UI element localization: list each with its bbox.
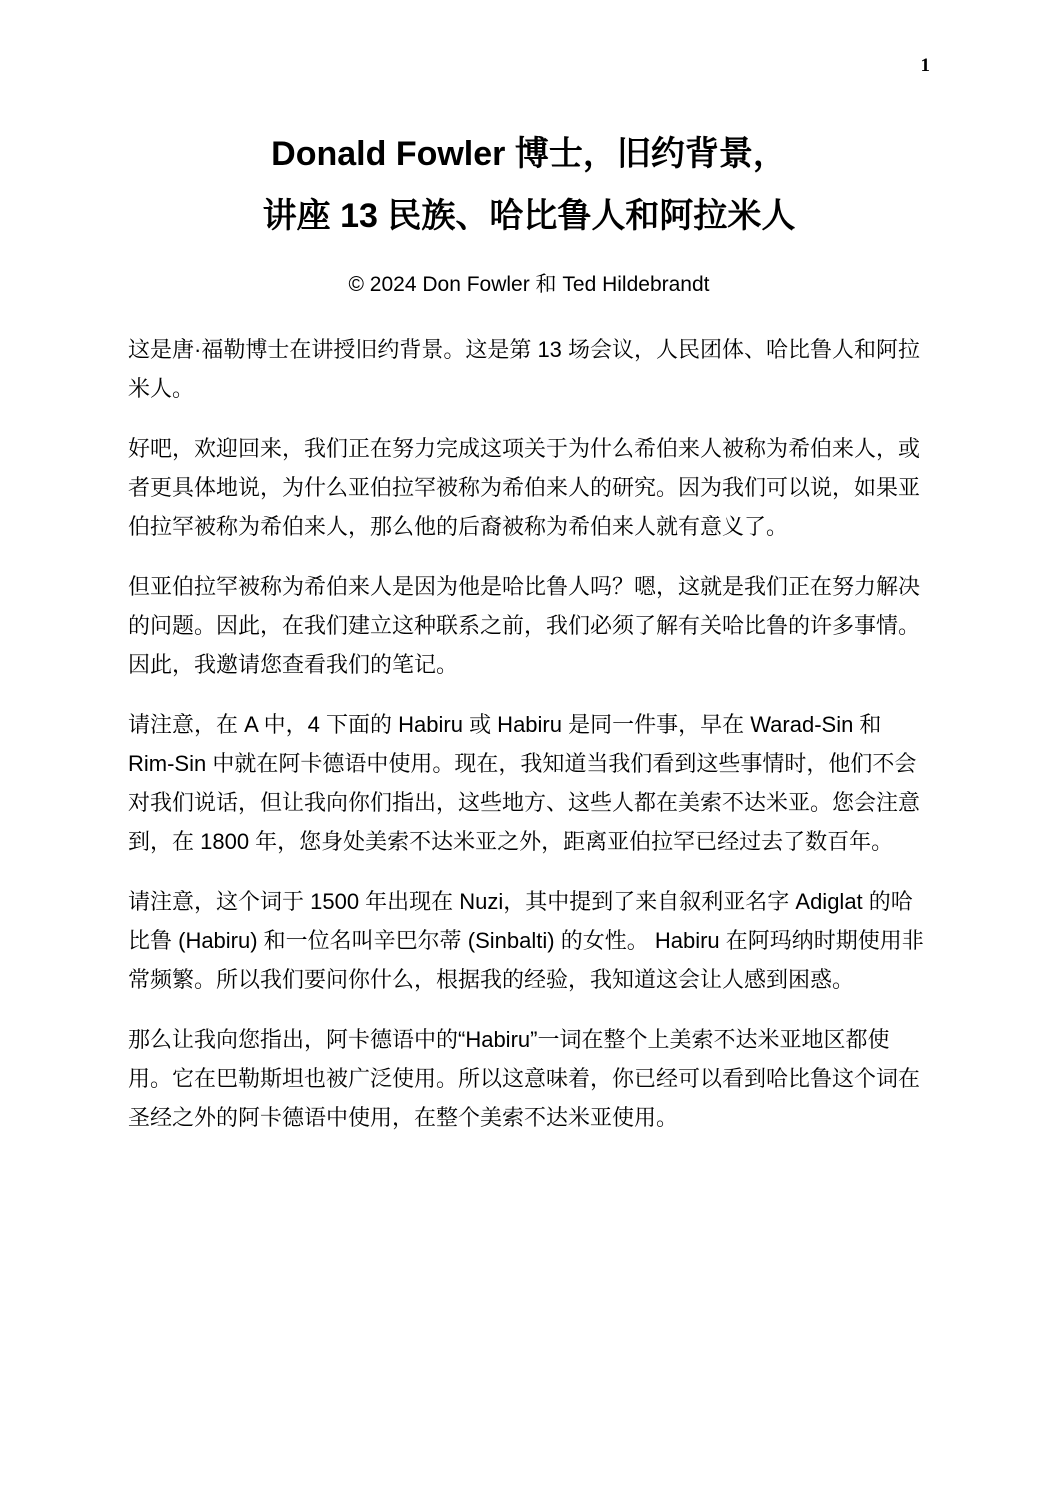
document-body — [128, 330, 930, 1137]
paragraph-6: 那么让我向您指出，阿卡德语中的“Habiru”一词在整个上美索不达米亚地区都使用。它在巴勒斯坦也被广泛使用。所以这意味着，你已经可以看到哈比鲁这个词在圣经之外的阿卡德语中使用，在整个美索不达米亚使用。 — [128, 1026, 921, 1130]
title-line-2: 讲座 13 民族、哈比鲁人和阿拉米人 — [262, 197, 796, 235]
paragraph-3: 但亚伯拉罕被称为希伯来人是因为他是哈比鲁人吗？嗯，这就是我们正在努力解决的问题。因此，在我们建立这种联系之前，我们必须了解有关哈比鲁的许多事情。因此，我邀请您查看我们的笔记。 — [128, 573, 921, 677]
title-line-1: Donald Fowler 博士，旧约背景， — [271, 135, 787, 173]
document-title — [128, 123, 930, 247]
copyright-line: © 2024 Don Fowler 和 Ted Hildebrandt — [348, 272, 710, 296]
paragraph-2: 好吧，欢迎回来，我们正在努力完成这项关于为什么希伯来人被称为希伯来人，或者更具体地说，为什么亚伯拉罕被称为希伯来人的研究。因为我们可以说，如果亚伯拉罕被称为希伯来人，那么他的后裔被称为希伯来人就有意义了。 — [128, 435, 921, 539]
page-number: 1 — [920, 55, 930, 76]
paragraph-4: 请注意，在 A 中，4 下面的 Habiru 或 Habiru 是同一件事，早在 Warad-Sin 和 Rim-Sin 中就在阿卡德语中使用。现在，我知道当我们看到这些事情时，他们不会对我们说话，但让我向你们指出，这些地方、这些人都在美索不达米亚。您会注意到，在 1800 年，您身处美索不达米亚之外，距离亚伯拉罕已经过去了数百年。 — [128, 711, 921, 854]
paragraph-1: 这是唐·福勒博士在讲授旧约背景。这是第 13 场会议，人民团体、哈比鲁人和阿拉米人。 — [128, 336, 921, 401]
paragraph-5: 请注意，这个词于 1500 年出现在 Nuzi，其中提到了来自叙利亚名字 Adiglat 的哈比鲁 (Habiru) 和一位名叫辛巴尔蒂 (Sinbalti) 的女性。 Habiru 在阿玛纳时期使用非常频繁。所以我们要问你什么，根据我的经验，我知道这会让人感到困惑。 — [128, 888, 924, 992]
